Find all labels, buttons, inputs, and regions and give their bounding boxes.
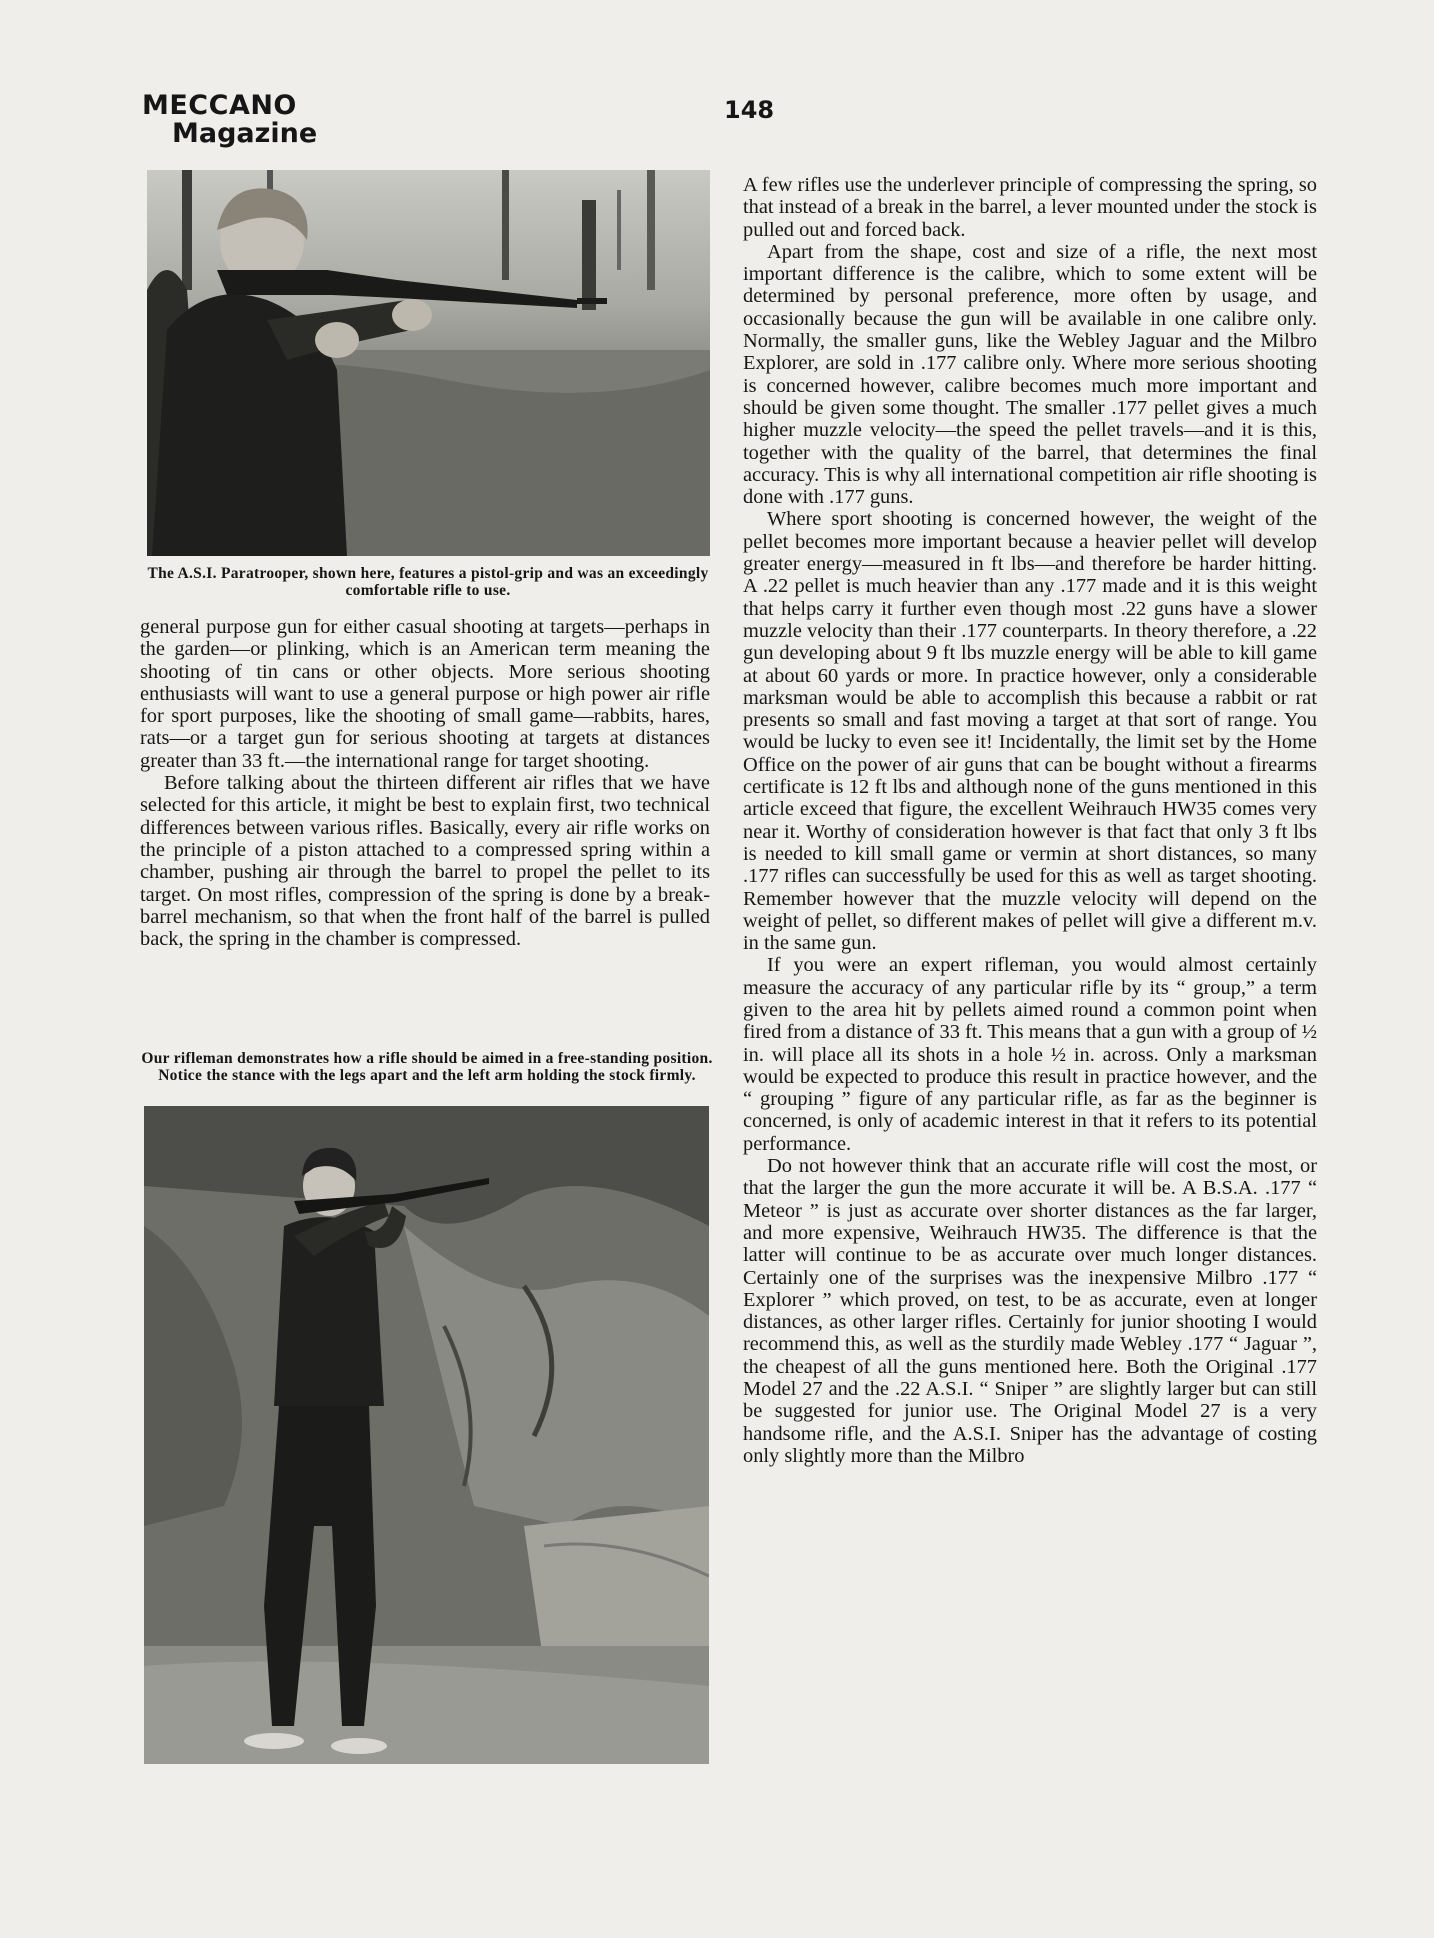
right-column	[743, 174, 1317, 1467]
paragraph: Where sport shooting is concerned however, the weight of the pellet becomes more important because a heavier pellet will develop greater energy—measured in ft lbs—and therefore be harder hitting. A .22 pellet is much heavier than any .177 made and it is this weight that helps carry it further even though most .22 guns have a slower muzzle velocity than their .177 counterparts. In theory therefore, a .22 gun developing about 9 ft lbs muzzle energy will be able to kill game at about 60 yards or more. In practice however, only a considerable marksman would be able to accomplish this because a rabbit or rat presents so small and fast moving a target at that sort of range. You would be lucky to even see it! Incidentally, the limit set by the Home Office on the power of air guns that can be bought without a firearms certificate is 12 ft lbs and although none of the guns mentioned in this article exceed that figure, the excellent Weihrauch HW35 comes very near it. Worthy of consideration however is that fact that only 3 ft lbs is needed to kill small game or vermin at short distances, so many .177 rifles can successfully be used for this as well as target shooting. Remember however that the muzzle velocity will depend on the weight of pellet, so different makes of pellet will give a different m.v. in the same gun.	[743, 508, 1317, 955]
masthead-subtitle: Magazine	[172, 118, 318, 150]
paragraph: Before talking about the thirteen different air rifles that we have selected for this article, it might be best to explain first, two technical differences between various rifles. Basically, every air rifle works on the principle of a piston attached to a compressed spring within a chamber, pushing air through the barrel to propel the pellet to its target. On most rifles, compression of the spring is done by a break-barrel mechanism, so that when the front half of the barrel is pulled back, the spring in the chamber is compressed.	[140, 772, 710, 951]
photo-boy-aiming-rifle	[147, 170, 710, 556]
masthead	[142, 92, 317, 149]
left-column	[140, 616, 710, 950]
photo2-caption: Our rifleman demonstrates how a rifle should be aimed in a free-standing position. Notice the stance with the legs apart and the left arm holding the stock firmly.	[141, 1050, 713, 1084]
masthead-title: MECCANO	[142, 90, 297, 121]
page-number: 148	[724, 96, 775, 124]
paragraph: A few rifles use the underlever principle of compressing the spring, so that instead of a break in the barrel, a lever mounted under the stock is pulled out and forced back.	[743, 174, 1317, 241]
paragraph: Apart from the shape, cost and size of a rifle, the next most important difference is the calibre, which to some extent will be determined by personal preference, more often by usage, and occasionally because the gun will be available in one calibre only. Normally, the smaller guns, like the Webley Jaguar and the Milbro Explorer, are sold in .177 calibre only. Where more serious shooting is concerned however, calibre becomes much more important and should be given some thought. The smaller .177 pellet gives a much higher muzzle velocity—the speed the pellet travels—and it is this, together with the quality of the barrel, that determines the final accuracy. This is why all international competition air rifle shooting is done with .177 guns.	[743, 240, 1317, 509]
paragraph: Do not however think that an accurate rifle will cost the most, or that the larger the gun the more accurate it will be. A B.S.A. .177 “ Meteor ” is just as accurate over shorter distances as the far larger, and more expensive, Weihrauch HW35. The difference is that the latter will continue to be as accurate over much longer distances. Certainly one of the surprises was the inexpensive Milbro .177 “ Explorer ” which proved, on test, to be as accurate, even at longer distances, as other larger rifles. Certainly for junior shooting I would recommend this, as well as the sturdily made Webley .177 “ Jaguar ”, the cheapest of all the guns mentioned here. Both the Original .177 Model 27 and the .22 A.S.I. “ Sniper ” are slightly larger but can still be suggested for junior use. The Original Model 27 is a very handsome rifle, and the A.S.I. Sniper has the advantage of costing only slightly more than the Milbro	[743, 1155, 1317, 1467]
paragraph: general purpose gun for either casual shooting at targets—perhaps in the garden—or plinking, which is an American term meaning the shooting of tin cans or other objects. More serious shooting enthusiasts will want to use a general purpose or high power air rifle for sport purposes, like the shooting of small game—rabbits, hares, rats—or a target gun for serious shooting at targets at distances greater than 33 ft.—the international range for target shooting.	[140, 616, 710, 772]
photo-rifleman-standing	[144, 1106, 709, 1764]
photo1-caption: The A.S.I. Paratrooper, shown here, features a pistol-grip and was an exceedingly comfortable rifle to use.	[147, 565, 709, 599]
paragraph: If you were an expert rifleman, you would almost certainly measure the accuracy of any particular rifle by its “ group,” a term given to the area hit by pellets aimed round a common point when fired from a distance of 33 ft. This means that a gun with a group of ½ in. will place all its shots in a hole ½ in. across. Only a marksman would be expected to produce this result in practice however, and the “ grouping ” figure of any particular rifle, as far as the beginner is concerned, is only of academic interest in that it refers to its potential performance.	[743, 954, 1317, 1155]
